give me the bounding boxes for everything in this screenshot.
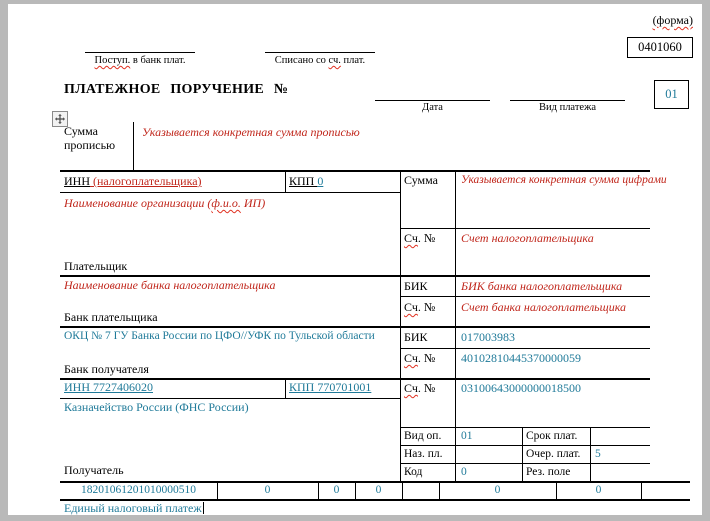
kod-label: Код bbox=[404, 466, 423, 478]
table-border bbox=[285, 170, 286, 192]
kpp-label: КПП bbox=[289, 174, 318, 188]
table-border bbox=[60, 398, 400, 399]
table-border bbox=[400, 463, 650, 464]
date-line[interactable] bbox=[375, 100, 490, 101]
payer-inn-field[interactable] bbox=[64, 174, 202, 188]
table-border bbox=[590, 427, 591, 481]
sum-hint[interactable]: Указывается конкретная сумма цифрами bbox=[461, 174, 667, 186]
table-border bbox=[60, 192, 400, 193]
payer-bank-account-hint[interactable]: Счет банка налогоплательщика bbox=[461, 300, 627, 314]
move-arrows-icon bbox=[55, 114, 65, 124]
table-border bbox=[455, 170, 456, 481]
form-code: 0401060 bbox=[638, 40, 682, 54]
payer-org-hint[interactable]: Наименование организации (ф.и.о. ИП) bbox=[64, 196, 266, 210]
srok-plat-label: Срок плат. bbox=[526, 430, 578, 442]
period-field[interactable]: 0 bbox=[375, 484, 382, 496]
payer-section-label: Плательщик bbox=[64, 259, 128, 273]
recipient-bank-account-label: Сч. № bbox=[404, 351, 436, 365]
naz-pl-label: Наз. пл. bbox=[404, 448, 443, 460]
doc-number-field[interactable]: 0 bbox=[494, 484, 501, 496]
table-border bbox=[60, 481, 690, 483]
debited-stamp-line bbox=[265, 52, 375, 53]
kpp-value: 0 bbox=[317, 174, 324, 188]
table-border bbox=[400, 296, 650, 297]
payer-bank-bik-label: БИК bbox=[404, 279, 428, 293]
table-border bbox=[60, 326, 650, 328]
payment-kind-label: Вид платежа bbox=[538, 102, 596, 113]
date-label: Дата bbox=[422, 102, 443, 113]
forma-note: (форма) bbox=[652, 13, 693, 27]
payment-kind-line[interactable] bbox=[510, 100, 625, 101]
form-code-box bbox=[627, 37, 693, 58]
recipient-section-label: Получатель bbox=[64, 463, 124, 477]
table-border bbox=[400, 170, 401, 481]
kod-value[interactable]: 0 bbox=[461, 466, 467, 478]
table-border bbox=[60, 170, 650, 172]
doc-date-field[interactable]: 0 bbox=[595, 484, 602, 496]
ocher-plat-label: Очер. плат. bbox=[526, 448, 581, 460]
rez-pole-label: Рез. поле bbox=[526, 466, 571, 478]
inn-hint: (налогоплательщика) bbox=[90, 174, 202, 188]
table-border bbox=[400, 228, 650, 229]
table-border bbox=[641, 481, 642, 499]
table-border bbox=[402, 481, 403, 499]
payer-bank-section-label: Банк плательщика bbox=[64, 310, 158, 324]
ocher-plat-value[interactable]: 5 bbox=[595, 448, 601, 460]
amount-words-label: Сумма прописью bbox=[64, 124, 116, 152]
table-border bbox=[400, 427, 650, 428]
payer-kpp-field[interactable] bbox=[289, 174, 323, 188]
debited-stamp-label: Списано со сч. плат. bbox=[274, 55, 366, 66]
received-stamp-line bbox=[85, 52, 195, 53]
text-cursor bbox=[203, 502, 204, 514]
table-border bbox=[60, 275, 650, 277]
amount-words-hint[interactable]: Указывается конкретная сумма прописью bbox=[142, 125, 360, 139]
vid-op-value[interactable]: 01 bbox=[461, 430, 473, 442]
table-border bbox=[400, 445, 650, 446]
payment-kind-value: 01 bbox=[665, 87, 678, 101]
recipient-bank-account-value[interactable]: 40102810445370000059 bbox=[461, 351, 581, 365]
recipient-bank-bik-label: БИК bbox=[404, 330, 428, 344]
oktmo-field[interactable]: 0 bbox=[264, 484, 271, 496]
recipient-account-label: Сч. № bbox=[404, 381, 436, 395]
vid-op-label: Вид оп. bbox=[404, 430, 442, 442]
recipient-name[interactable]: Казначейство России (ФНС России) bbox=[64, 400, 249, 414]
table-border bbox=[522, 427, 523, 481]
kbk-field[interactable]: 18201061201010000510 bbox=[81, 484, 196, 496]
document-title: ПЛАТЕЖНОЕ ПОРУЧЕНИЕ № bbox=[64, 82, 289, 97]
payer-account-label: Сч. № bbox=[404, 231, 436, 245]
table-border bbox=[400, 348, 650, 349]
sum-label: Сумма bbox=[404, 173, 438, 187]
payer-account-hint[interactable]: Счет налогоплательщика bbox=[461, 231, 594, 245]
payer-bank-bik-hint[interactable]: БИК банка налогоплательщика bbox=[461, 279, 623, 293]
recipient-bank-bik-value[interactable]: 017003983 bbox=[461, 330, 515, 344]
payment-purpose-field[interactable]: Единый налоговый платеж bbox=[64, 501, 202, 515]
basis-field[interactable]: 0 bbox=[333, 484, 340, 496]
recipient-bank-name[interactable]: ОКЦ № 7 ГУ Банка России по ЦФО//УФК по Тульской области bbox=[64, 330, 375, 342]
received-stamp-label: Поступ. в банк плат. bbox=[94, 55, 186, 66]
payer-bank-hint[interactable]: Наименование банка налогоплательщика bbox=[64, 278, 276, 292]
table-border bbox=[285, 378, 286, 398]
payer-bank-account-label: Сч. № bbox=[404, 300, 436, 314]
divider bbox=[133, 122, 134, 170]
recipient-kpp-field[interactable]: КПП 770701001 bbox=[289, 380, 372, 394]
inn-label: ИНН bbox=[64, 174, 90, 188]
recipient-inn-field[interactable]: ИНН 7727406020 bbox=[64, 380, 153, 394]
recipient-bank-section-label: Банк получателя bbox=[64, 362, 149, 376]
recipient-account-value[interactable]: 03100643000000018500 bbox=[461, 381, 581, 395]
payment-kind-value-box[interactable] bbox=[654, 80, 689, 109]
